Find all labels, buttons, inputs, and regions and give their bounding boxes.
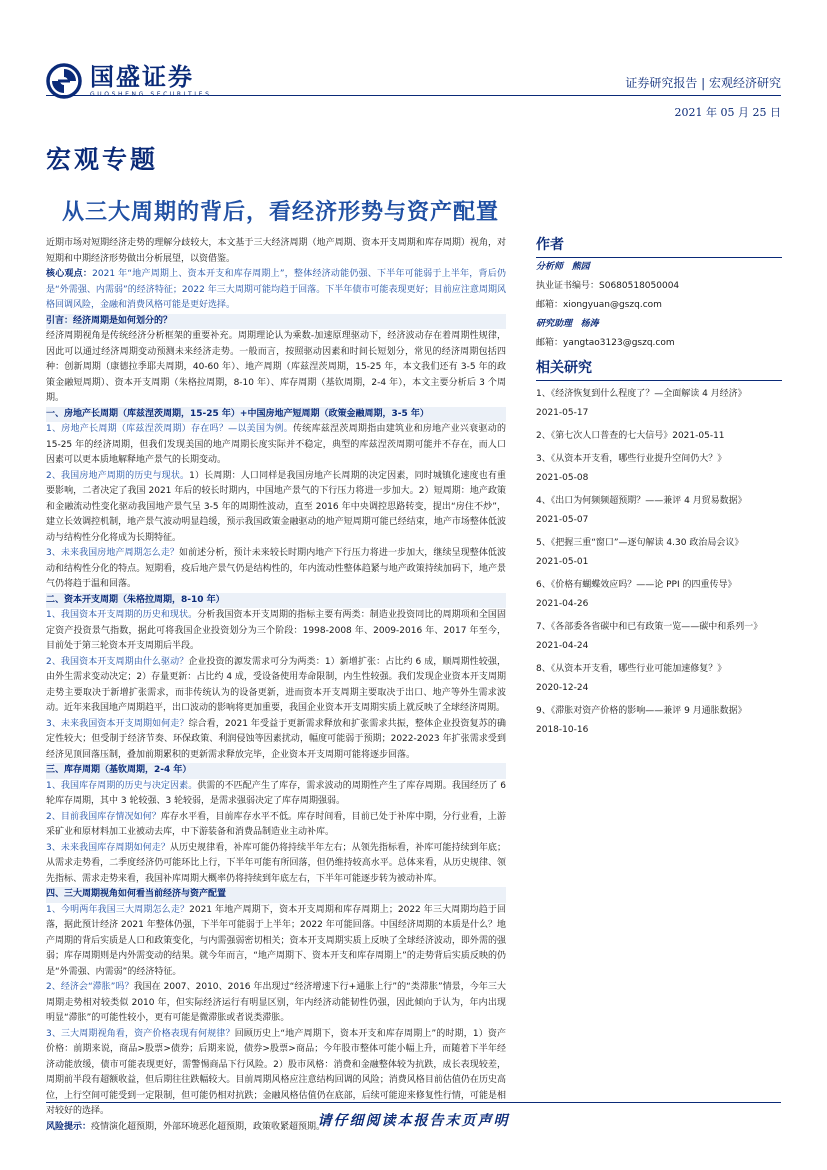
- sidebar: [536, 236, 782, 744]
- company-logo: [46, 63, 211, 99]
- related-item[interactable]: 2、《第七次人口普查的七大信号》2021-05-11: [536, 431, 725, 441]
- analyst-email[interactable]: 邮箱：xiongyuan@gszq.com: [536, 300, 662, 310]
- related-date: 2021-05-17: [536, 408, 589, 418]
- section-4-p1: 1、今明两年我国三大周期怎么走？2021 年地产周期下，资本开支周期和库存周期上；2022 年三大周期均趋于回落，据此预计经济 2021 年整体仍强，下半年可能弱于上半年；2022 年可能回落。中国经济周期的本质是什么？地产周期的背后实质是人口和政策变化，与内需强弱密切相关；资本开支周期实质上反映了全球经济波动，即外需的强弱；库存周期则是内外需变动的结果。就今年而言，“地产周期下、资本开支和库存周期上”的走势背后实质反映的仍是“外需强、内需弱”的经济特征。: [46, 904, 506, 977]
- related-date: 2021-05-08: [536, 473, 589, 483]
- assistant-email[interactable]: 邮箱：yangtao3123@gszq.com: [536, 338, 675, 348]
- section-2-p3: 3、未来我国资本开支周期如何走？综合看，2021 年受益于更新需求释放和扩张需求共振，整体企业投资复苏的确定性较大；但受制于经济节奏、环保政策、利润侵蚀等因素扰动，幅度可能弱于预期；2022-2023 年扩张需求受到经济见顶回落压制，叠加前期累积的更新需求释放完毕，企业资本开支周期可能将逐步回落。: [46, 718, 506, 760]
- section-3-p2: 2、目前我国库存情况如何？库存水平看，目前库存水平不低。库存时间看，目前已处于补库中期，分行业看，上游采矿业和原材料加工业被动去库，中下游装备和消费品制造业主动补库。: [46, 811, 506, 837]
- author-heading: 作者: [536, 236, 782, 258]
- guosheng-logo-icon: [46, 63, 82, 99]
- analyst-line: 分析师 熊园: [536, 262, 590, 272]
- core-text: 2021 年“地产周期上、资本开支和库存周期上”，整体经济动能仍强、下半年可能弱于上半年，背后仍是“外需强、内需弱”的经济特征；2022 年三大周期可能均趋于回落。下半年债市可能表现更好；目前应注意周期风格回调风险，金融和消费风格可能是更好选择。: [46, 269, 506, 310]
- section-4-p3: 3、三大周期视角看，资产价格表现有何规律？回顾历史上“地产周期下，资本开支和库存周期上”的时期，1）资产价格：前期来说，商品>股票>债券；后期来说，债券>股票>商品；今年股市整体可能小幅上升，而随着下半年经济动能放缓，债市可能表现更好，需警惕商品下行风险。2）股市风格：消费和金融整体较为抗跌，成长表现较差，周期前半段有超额收益，但后期往往跌幅较大。目前周期风格应注意结构回调的风险；消费风格目前估值仍在历史高位，上行空间可能受到一定限制，但可能仍相对抗跌；金融风格估值仍在底部，后续可能迎来修复性行情，可能是相对较好的选择。: [46, 1028, 506, 1116]
- related-date: 2018-10-16: [536, 725, 589, 735]
- section-1-p3: 3、未来我国房地产周期怎么走？如前述分析，预计未来较长时期内地产下行压力将进一步加大，继续呈现整体低波动和结构性分化的特点。短期看，疫后地产景气仍是结构性的，年内流动性整体趋紧与地产政策持续加码下，地产景气仍将趋于温和回落。: [46, 548, 506, 589]
- related-item[interactable]: 7、《各部委各省碳中和已有政策一览——碳中和系列一》2021-04-24: [536, 622, 763, 651]
- section-4-p2: 2、经济会“滞胀”吗？我国在 2007、2010、2016 年出现过“经济增速下行+通胀上行”的“类滞胀”情景，今年三大周期走势相对较类似 2010 年，但实际经济运行有明显区别，年内经济动能韧性仍强，因此倾向于认为，年内出现明显“滞胀”的可能性较小，更有可能是微滞胀或者说类滞胀。: [46, 982, 506, 1023]
- related-item[interactable]: 5、《把握三重“窗口”—逐句解读 4.30 政治局会议》: [536, 538, 744, 548]
- risk-note: 风险提示：疫情演化超预期，外部环境恶化超预期，政策收紧超预期。: [46, 1121, 326, 1132]
- related-date: 2021-05-07: [536, 515, 589, 525]
- section-3-title: 三、库存周期（基钦周期，2-4 年）: [46, 763, 506, 779]
- related-item[interactable]: 8、《从资本开支看，哪些行业可能加速修复？》: [536, 664, 727, 674]
- related-date: 2020-12-24: [536, 683, 589, 693]
- section-3-p1: 1、我国库存周期的历史与决定因素。供需的不匹配产生了库存，需求波动的周期性产生了库存周期。我国经历了 6 轮库存周期，其中 3 轮较强、3 轮较弱，是需求强弱决定了库存周期强弱。: [46, 780, 507, 806]
- section-4-title: 四、三大周期视角如何看当前经济与资产配置: [46, 887, 506, 903]
- assistant-line: 研究助理 杨涛: [536, 319, 599, 329]
- footer-divider: [46, 1102, 781, 1103]
- related-item[interactable]: 1、《经济恢复到什么程度了？—全面解读 4 月经济》: [536, 389, 747, 399]
- related-item[interactable]: 3、《从资本开支看，哪些行业提升空间仍大？》: [536, 454, 727, 464]
- related-date: 2021-04-26: [536, 599, 589, 609]
- section-3-p3: 3、未来我国库存周期如何走？从历史规律看，补库可能仍将持续半年左右；从领先指标看，补库可能持续到年底；从需求走势看，二季度经济仍可能环比上行，下半年可能有所回落，但仍维持较高水平。总体来看，从历史规律、领先指标、需求走势来看，我国补库周期大概率仍将持续到年底左右，下半年可能逐步转为被动补库。: [46, 842, 506, 884]
- report-body: [46, 236, 506, 1135]
- section-2-p2: 2、我国资本开支周期由什么驱动？企业投资的源发需求可分为两类：1）新增扩张：占比约 6 成，顺周期性较强，由外生需求变动决定；2）存量更新：占比约 4 成，受设备使用寿命限制，内生性较强。我们发现企业资本开支周期走势主要取决于新增扩张需求，而非传统认为的设备更新，进而资本开支周期主要取决于出口、地产等外生需求波动。近年来我国地产周期趋平，出口波动的影响将更加重要，我国企业资本开支周期实质上就反映了全球经济周期。: [46, 656, 506, 713]
- related-list: [536, 385, 782, 740]
- intro-question-text: 经济周期视角是传统经济分析框架的重要补充。周期理论认为乘数-加速原理驱动下，经济波动存在着周期性规律，因此可以通过经济周期变动预测未来经济走势。一般而言，按照驱动因素和时间长短划分，常见的经济周期包括四种：创新周期（康德拉季耶夫周期，40-60 年）、地产周期（库兹涅茨周期，15-25 年，本文我们还有 3-5 年的政策金融短周期）、资本开支周期（朱格拉周期，8-10 年）、库存周期（基钦周期，2-4 年），本文主要分析后 3 个周期。: [46, 331, 506, 403]
- core-view: [46, 267, 506, 314]
- intro-question: 引言：经济周期是如何划分的？: [46, 314, 506, 330]
- header-divider: [46, 95, 781, 96]
- section-2-p1: 1、我国资本开支周期的历史和现状。分析我国资本开支周期的指标主要有两类：制造业投资同比的周期项和全国固定资产投资景气指数，据此可将我国企业投资划分为三个阶段：1998-2008 年、2009-2016 年、2017 年至今，目前处于第三轮资本开支周期后半段。: [46, 610, 506, 651]
- section-1-p1: 1、房地产长周期（库兹涅茨周期）存在吗？—以美国为例。传统库兹涅茨周期指由建筑业和房地产业兴衰驱动的 15-25 年的经济周期，但我们发现美国的地产周期长度实际并不稳定，典型的库兹涅茨周期可能并不存在，而人口因素可以更本质地解释地产景气的长期变动。: [46, 424, 506, 465]
- section-2-title: 二、资本开支周期（朱格拉周期，8-10 年）: [46, 593, 506, 609]
- related-date: 2021-05-01: [536, 557, 589, 567]
- intro-paragraph: 近期市场对短期经济走势的理解分歧较大，本文基于三大经济周期（地产周期、资本开支周期和库存周期）视角，对短期和中期经济形势做出分析展望，以资借鉴。: [46, 238, 506, 264]
- related-item[interactable]: 9、《滞胀对资产价格的影响——兼评 9 月通胀数据》: [536, 706, 747, 716]
- related-heading: 相关研究: [536, 359, 782, 381]
- report-meta: [625, 74, 781, 120]
- report-date: 2021 年 05 月 25 日: [674, 106, 781, 119]
- report-type: 证券研究报告 | 宏观经济研究: [625, 76, 781, 90]
- related-item[interactable]: 4、《出口为何频频超预期？——兼评 4 月贸易数据》: [536, 496, 747, 506]
- section-title: 宏观专题: [46, 145, 159, 174]
- analyst-cert: 执业证书编号：S0680518050004: [536, 281, 680, 291]
- core-label: 核心观点：: [46, 269, 93, 279]
- company-name: 国盛证券: [90, 62, 194, 91]
- related-item[interactable]: 6、《价格有蝴蝶效应吗？——论 PPI 的四重传导》: [536, 580, 737, 590]
- section-1-p2: 2、我国房地产周期的历史与现状。1）长周期：人口同样是我国房地产长周期的决定因素，同时城镇化速度也有重要影响，二者决定了我国 2021 年后的较长时期内，中国地产景气的下行压力将进一步加大。2）短周期：地产政策和金融流动性变化驱动我国地产景气呈 3-5 年的周期性波动，直至 2016 年中央调控思路转变，提出“房住不炒”，建立长效调控机制，地产景气波动明显趋缓，预示我国政策金融驱动的地产短周期可能已经结束，地产市场整体低波动与结构性分化将成为长期特征。: [46, 470, 506, 543]
- footer-disclaimer: 请仔细阅读本报告末页声明: [317, 1113, 510, 1129]
- section-1-title: 一、房地产长周期（库兹涅茨周期，15-25 年）+中国房地产短周期（政策金融周期，3-5 年）: [46, 407, 506, 423]
- main-title: 从三大周期的背后，看经济形势与资产配置: [62, 199, 500, 225]
